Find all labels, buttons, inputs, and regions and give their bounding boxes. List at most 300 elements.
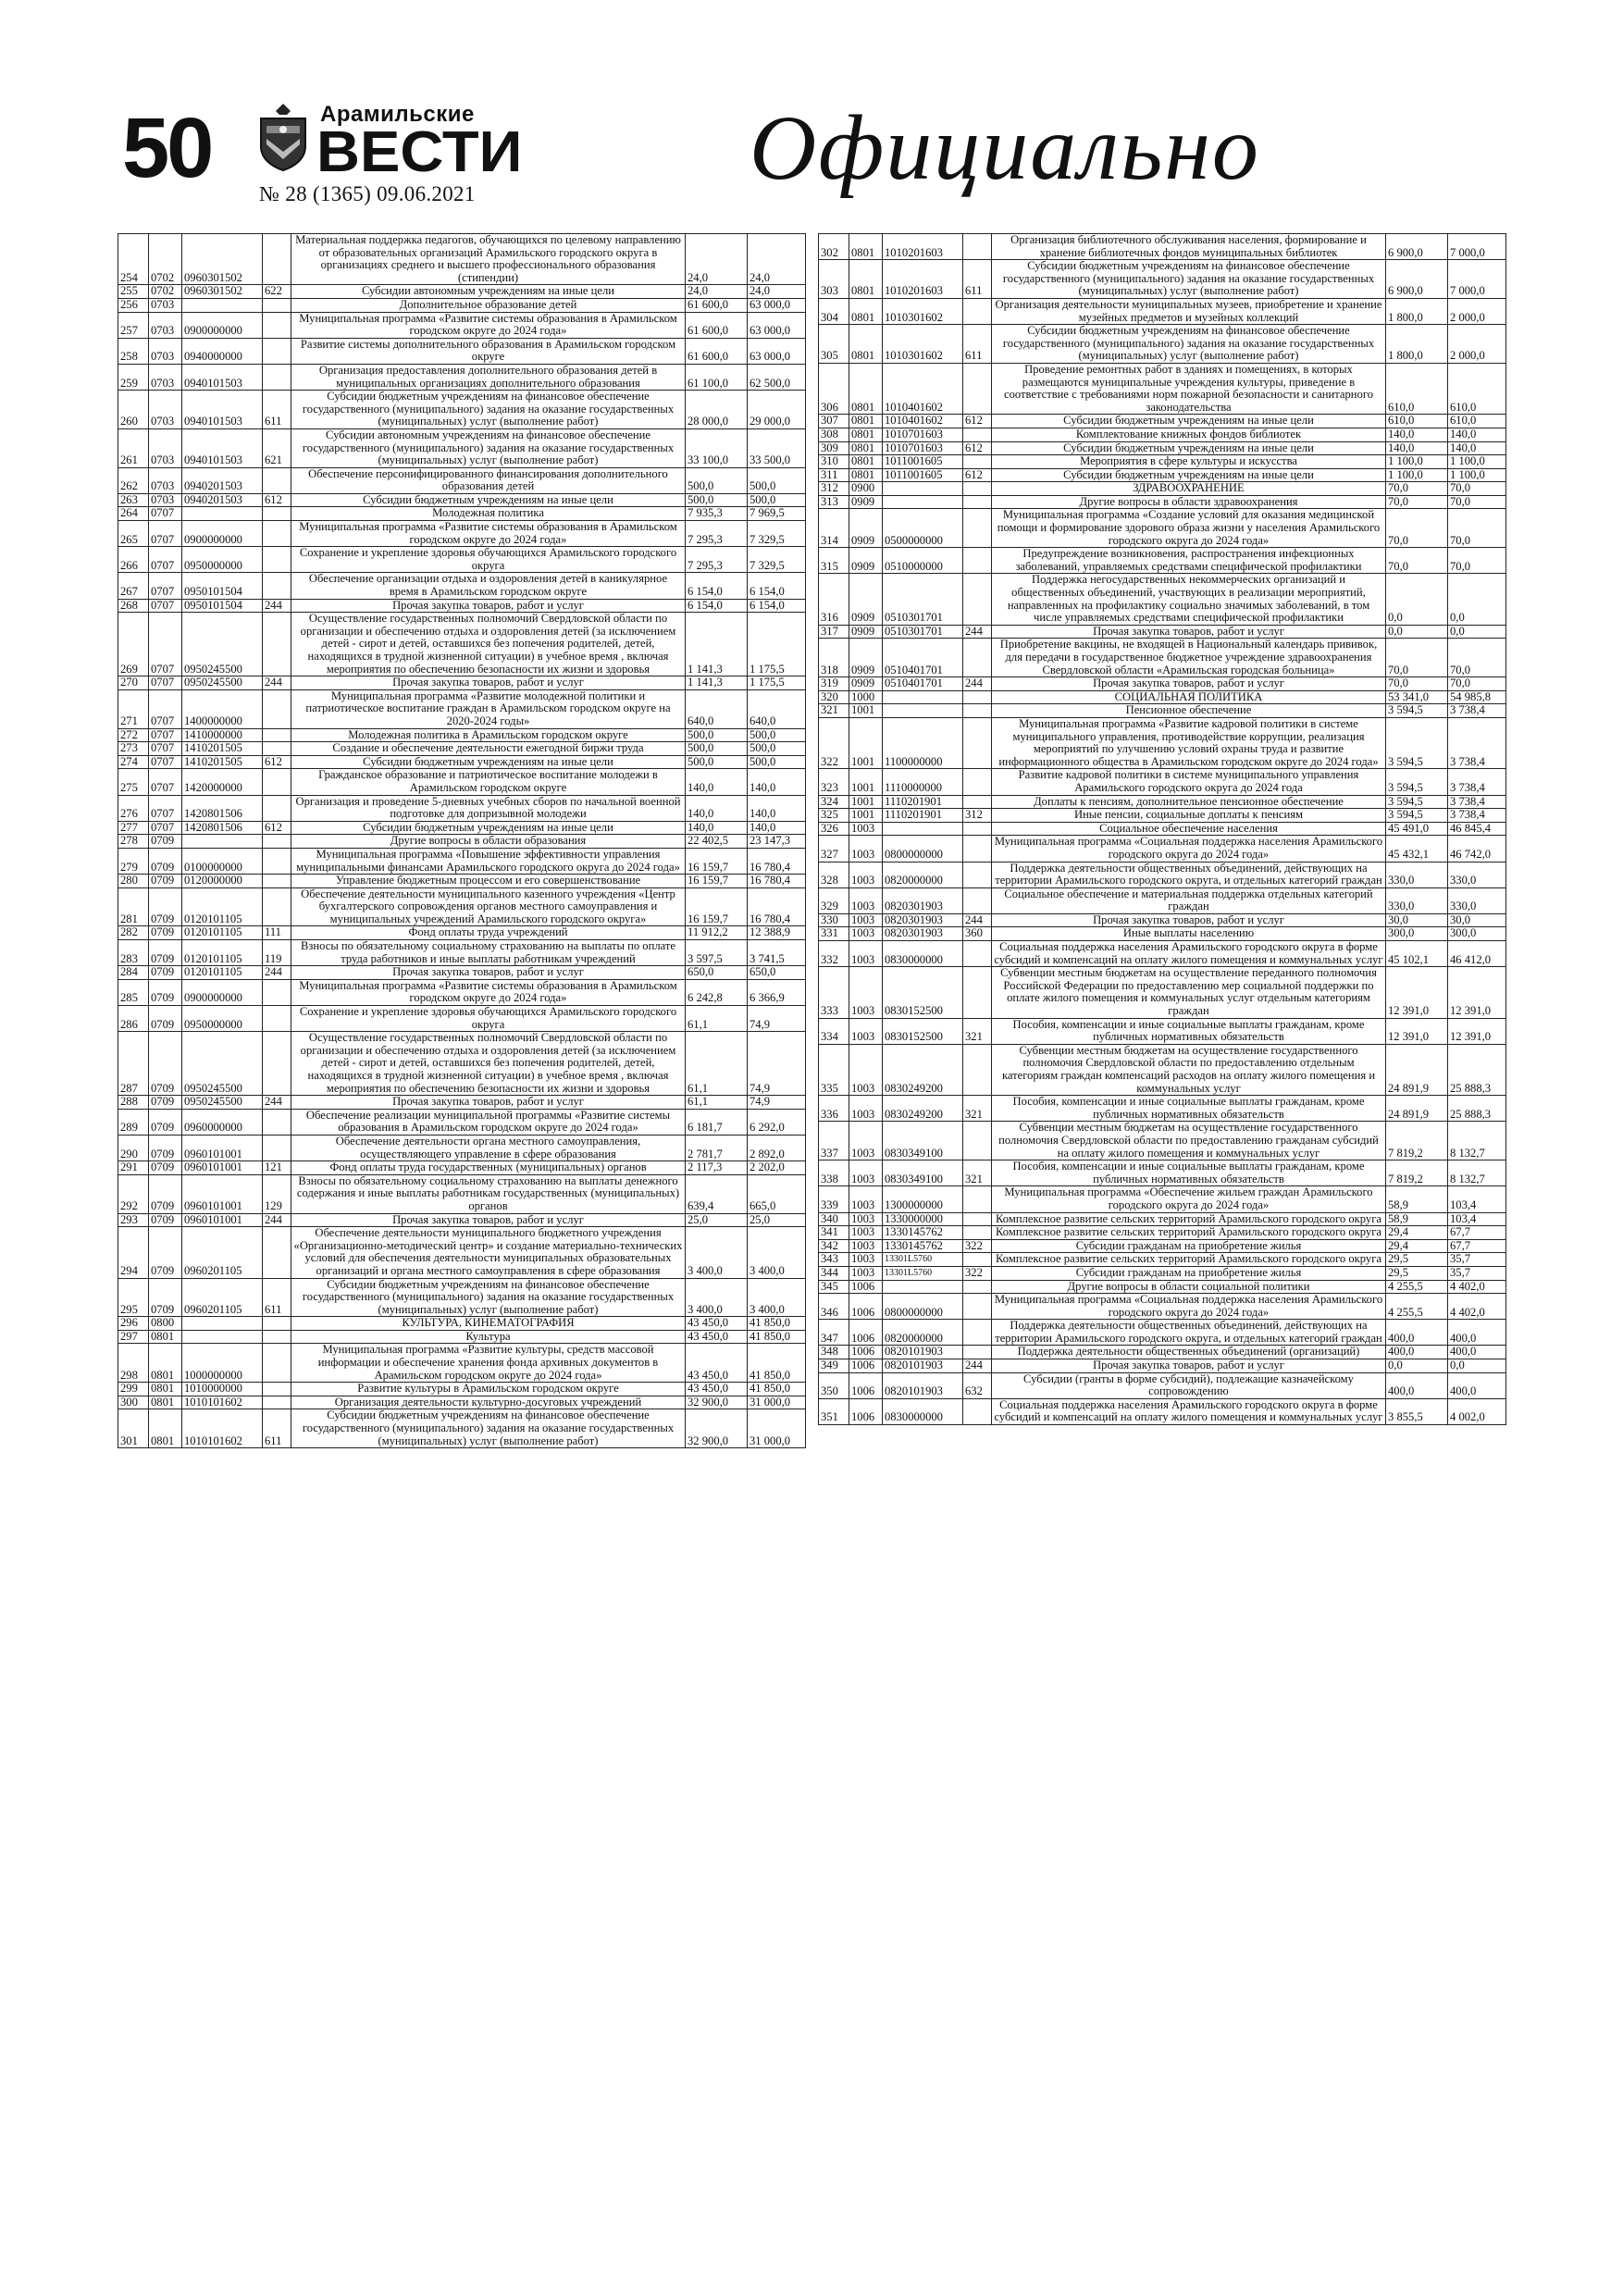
table-row [118, 795, 806, 821]
expense-type-code [263, 507, 291, 521]
target-code: 1010401602 [883, 363, 963, 414]
item-name: Субвенции местным бюджетам на осуществление переданного полномочия Российской Федерации по предоставлению мер социальной поддержки по оплате жилого помещения и коммунальных услуг отдельным категориям граждан [992, 967, 1386, 1018]
table-row [819, 941, 1506, 967]
amount-2022: 140,0 [686, 769, 748, 795]
table-row [118, 364, 806, 390]
expense-type-code: 244 [963, 677, 992, 691]
expense-type-code [263, 689, 291, 728]
item-name: Муниципальная программа «Развитие системы образования в Арамильском городском округе до 2024 года» [291, 979, 686, 1005]
row-number: 343 [819, 1253, 849, 1267]
target-code: 0950000000 [182, 1006, 263, 1032]
item-name: Поддержка негосударственных некоммерческих организаций и общественных объединений, участвующих в реализации мероприятий, направленных на профилактику социально значимых заболеваний, в том числе управляемых средствами специфической профилактики [992, 574, 1386, 625]
target-code: 0820101903 [883, 1346, 963, 1359]
item-name: Комплексное развитие сельских территорий Арамильского городского округа [992, 1253, 1386, 1267]
table-row [118, 940, 806, 966]
row-number: 324 [819, 795, 849, 809]
amount-2022: 7 295,3 [686, 521, 748, 547]
section-code: 1003 [849, 1266, 883, 1280]
target-code: 1100000000 [883, 717, 963, 768]
item-name: Прочая закупка товаров, работ и услуг [291, 966, 686, 980]
row-number: 318 [819, 639, 849, 677]
item-name: Взносы по обязательному социальному страхованию на выплаты денежного содержания и иные выплаты работникам государственных (муниципальных) органов [291, 1174, 686, 1213]
expense-type-code: 312 [963, 809, 992, 823]
amount-2023: 25 888,3 [1448, 1044, 1506, 1095]
item-name: Управление бюджетным процессом и его совершенствование [291, 875, 686, 888]
target-code: 0940101503 [182, 364, 263, 390]
item-name: Субсидии бюджетным учреждениям на иные цели [291, 493, 686, 507]
amount-2023: 1 175,5 [748, 613, 806, 676]
target-code: 0950245500 [182, 1096, 263, 1110]
amount-2023: 2 892,0 [748, 1135, 806, 1160]
expense-type-code [263, 848, 291, 874]
table-row [819, 1226, 1506, 1240]
row-number: 263 [118, 493, 149, 507]
row-number: 292 [118, 1174, 149, 1213]
brand-name-small: Арамильские [320, 102, 475, 127]
amount-2023: 70,0 [1448, 639, 1506, 677]
item-name: Другие вопросы в области образования [291, 835, 686, 849]
target-code: 1330145762 [883, 1226, 963, 1240]
table-row [118, 1344, 806, 1383]
row-number: 323 [819, 769, 849, 795]
table-row [118, 507, 806, 521]
expense-type-code: 129 [263, 1174, 291, 1213]
expense-type-code [963, 298, 992, 324]
table-row [819, 1280, 1506, 1294]
amount-2022: 3 594,5 [1386, 704, 1448, 718]
table-row [819, 1186, 1506, 1212]
target-code: 1110201901 [883, 795, 963, 809]
section-code: 0709 [149, 1096, 182, 1110]
section-code: 0909 [849, 625, 883, 639]
target-code: 0800000000 [883, 836, 963, 862]
table-row [819, 260, 1506, 299]
amount-2022: 500,0 [686, 493, 748, 507]
row-number: 257 [118, 312, 149, 338]
amount-2023: 500,0 [748, 728, 806, 742]
item-name: Муниципальная программа «Создание условий для оказания медицинской помощи и формирование здорового образа жизни у населения Арамильского городского округа до 2024 года» [992, 509, 1386, 548]
section-code: 0709 [149, 979, 182, 1005]
item-name: Развитие кадровой политики в системе муниципального управления Арамильского городского округа до 2024 года [992, 769, 1386, 795]
amount-2023: 8 132,7 [1448, 1122, 1506, 1160]
amount-2022: 24 891,9 [1386, 1096, 1448, 1122]
amount-2023: 7 329,5 [748, 521, 806, 547]
target-code [182, 835, 263, 849]
expense-type-code: 622 [263, 285, 291, 299]
table-row [118, 1006, 806, 1032]
row-number: 348 [819, 1346, 849, 1359]
amount-2022: 12 391,0 [1386, 1018, 1448, 1044]
section-code: 1006 [849, 1398, 883, 1424]
row-number: 304 [819, 298, 849, 324]
amount-2023: 0,0 [1448, 1359, 1506, 1373]
item-name: Прочая закупка товаров, работ и услуг [291, 1213, 686, 1227]
table-row [819, 887, 1506, 913]
expense-type-code [963, 234, 992, 260]
row-number: 259 [118, 364, 149, 390]
row-number: 305 [819, 325, 849, 364]
row-number: 268 [118, 599, 149, 613]
amount-2022: 45 432,1 [1386, 836, 1448, 862]
amount-2023: 610,0 [1448, 415, 1506, 428]
row-number: 346 [819, 1294, 849, 1320]
section-code: 1003 [849, 913, 883, 927]
row-number: 339 [819, 1186, 849, 1212]
expense-type-code [263, 742, 291, 756]
amount-2022: 6 900,0 [1386, 260, 1448, 299]
row-number: 321 [819, 704, 849, 718]
item-name: Комплексное развитие сельских территорий Арамильского городского округа [992, 1226, 1386, 1240]
amount-2022: 70,0 [1386, 509, 1448, 548]
expense-type-code [263, 1006, 291, 1032]
amount-2023: 3 738,4 [1448, 704, 1506, 718]
table-row [819, 298, 1506, 324]
target-code: 0830249200 [883, 1044, 963, 1095]
target-code: 0830349100 [883, 1122, 963, 1160]
budget-table-left [118, 233, 806, 1448]
row-number: 270 [118, 676, 149, 690]
amount-2023: 140,0 [748, 821, 806, 835]
table-row [819, 441, 1506, 455]
table-row [118, 769, 806, 795]
expense-type-code: 612 [263, 821, 291, 835]
row-number: 256 [118, 298, 149, 312]
amount-2022: 639,4 [686, 1174, 748, 1213]
item-name: Прочая закупка товаров, работ и услуг [291, 1096, 686, 1110]
row-number: 312 [819, 482, 849, 496]
amount-2022: 43 450,0 [686, 1383, 748, 1396]
target-code: 0820301903 [883, 913, 963, 927]
expense-type-code [263, 1383, 291, 1396]
amount-2022: 53 341,0 [1386, 690, 1448, 704]
section-code: 0709 [149, 835, 182, 849]
item-name: Муниципальная программа «Развитие культуры, средств массовой информации и обеспечение хранения фонда архивных документов в Арамильском городском округе до 2024 года» [291, 1344, 686, 1383]
target-code: 1410201505 [182, 755, 263, 769]
item-name: Развитие культуры в Арамильском городском округе [291, 1383, 686, 1396]
expense-type-code [963, 363, 992, 414]
item-name: Муниципальная программа «Повышение эффективности управления муниципальными финансами Арамильского городского округа до 2024 года» [291, 848, 686, 874]
row-number: 308 [819, 428, 849, 441]
row-number: 342 [819, 1239, 849, 1253]
table-row [118, 1409, 806, 1448]
table-row [118, 1383, 806, 1396]
section-code: 0709 [149, 1135, 182, 1160]
amount-2023: 500,0 [748, 467, 806, 493]
section-code: 1003 [849, 1122, 883, 1160]
table-row [118, 1174, 806, 1213]
amount-2022: 25,0 [686, 1213, 748, 1227]
item-name: Организация деятельности муниципальных музеев, приобретение и хранение музейных предметов и музейных коллекций [992, 298, 1386, 324]
amount-2022: 3 594,5 [1386, 769, 1448, 795]
item-name: Сохранение и укрепление здоровья обучающихся Арамильского городского округа [291, 547, 686, 573]
section-code: 0801 [849, 325, 883, 364]
row-number: 317 [819, 625, 849, 639]
target-code: 0960201105 [182, 1278, 263, 1317]
amount-2022: 70,0 [1386, 495, 1448, 509]
table-row [819, 717, 1506, 768]
section-code: 0709 [149, 966, 182, 980]
row-number: 284 [118, 966, 149, 980]
amount-2022: 3 594,5 [1386, 717, 1448, 768]
section-code: 0709 [149, 848, 182, 874]
row-number: 336 [819, 1096, 849, 1122]
expense-type-code [963, 795, 992, 809]
item-name: Организация предоставления дополнительного образования детей в муниципальных организациях дополнительного образования [291, 364, 686, 390]
row-number: 320 [819, 690, 849, 704]
table-row [118, 689, 806, 728]
amount-2022: 29,5 [1386, 1266, 1448, 1280]
item-name: Прочая закупка товаров, работ и услуг [992, 913, 1386, 927]
table-row [118, 1096, 806, 1110]
row-number: 289 [118, 1109, 149, 1135]
amount-2023: 3 741,5 [748, 940, 806, 966]
table-row [118, 298, 806, 312]
amount-2022: 3 597,5 [686, 940, 748, 966]
section-code: 0707 [149, 507, 182, 521]
amount-2023: 16 780,4 [748, 875, 806, 888]
table-row [118, 391, 806, 429]
expense-type-code [963, 967, 992, 1018]
row-number: 296 [118, 1317, 149, 1331]
table-row [118, 848, 806, 874]
amount-2022: 6 154,0 [686, 599, 748, 613]
item-name: СОЦИАЛЬНАЯ ПОЛИТИКА [992, 690, 1386, 704]
item-name: Субсидии (гранты в форме субсидий), подлежащие казначейскому сопровождению [992, 1372, 1386, 1398]
section-code: 1006 [849, 1320, 883, 1346]
row-number: 258 [118, 338, 149, 364]
target-code: 0120101105 [182, 940, 263, 966]
table-row [118, 755, 806, 769]
item-name: Прочая закупка товаров, работ и услуг [992, 677, 1386, 691]
item-name: Субсидии бюджетным учреждениям на финансовое обеспечение государственного (муниципального) задания на оказание государственных (муниципальных) услуг (выполнение работ) [291, 391, 686, 429]
amount-2022: 61,1 [686, 1032, 748, 1096]
section-code: 0702 [149, 285, 182, 299]
item-name: Материальная поддержка педагогов, обучающихся по целевому направлению от образовательных организаций Арамильского городского округа в организациях среднего и высшего профессионального образования (стипендии) [291, 234, 686, 285]
row-number: 277 [118, 821, 149, 835]
amount-2022: 70,0 [1386, 639, 1448, 677]
section-code: 0900 [849, 482, 883, 496]
section-code: 0801 [149, 1330, 182, 1344]
row-number: 315 [819, 548, 849, 574]
item-name: Субсидии бюджетным учреждениям на иные цели [992, 468, 1386, 482]
amount-2023: 16 780,4 [748, 848, 806, 874]
amount-2022: 58,9 [1386, 1212, 1448, 1226]
section-title: Официально [750, 96, 1260, 199]
table-row [118, 1109, 806, 1135]
amount-2022: 4 255,5 [1386, 1294, 1448, 1320]
amount-2023: 41 850,0 [748, 1330, 806, 1344]
section-code: 1003 [849, 887, 883, 913]
section-code: 0709 [149, 1227, 182, 1278]
expense-type-code [263, 234, 291, 285]
section-code: 0801 [849, 260, 883, 299]
target-code: 1010201603 [883, 260, 963, 299]
amount-2022: 400,0 [1386, 1372, 1448, 1398]
section-code: 0909 [849, 639, 883, 677]
brand-name: ВЕСТИ [316, 120, 523, 184]
row-number: 344 [819, 1266, 849, 1280]
amount-2023: 1 100,0 [1448, 468, 1506, 482]
expense-type-code [263, 795, 291, 821]
item-name: Другие вопросы в области здравоохранения [992, 495, 1386, 509]
target-code: 0900000000 [182, 979, 263, 1005]
row-number: 345 [819, 1280, 849, 1294]
target-code: 1010000000 [182, 1383, 263, 1396]
amount-2023: 103,4 [1448, 1186, 1506, 1212]
amount-2023: 24,0 [748, 234, 806, 285]
row-number: 255 [118, 285, 149, 299]
table-row [819, 836, 1506, 862]
expense-type-code [263, 338, 291, 364]
section-code: 0909 [849, 677, 883, 691]
expense-type-code [963, 690, 992, 704]
table-row [118, 312, 806, 338]
item-name: Муниципальная программа «Социальная поддержка населения Арамильского городского округа до 2024 года» [992, 836, 1386, 862]
table-row [118, 742, 806, 756]
amount-2022: 29,5 [1386, 1253, 1448, 1267]
amount-2022: 43 450,0 [686, 1317, 748, 1331]
section-code: 1000 [849, 690, 883, 704]
expense-type-code: 121 [263, 1161, 291, 1175]
expense-type-code: 632 [963, 1372, 992, 1398]
section-code: 0709 [149, 1278, 182, 1317]
table-row [118, 1135, 806, 1160]
item-name: Субвенции местным бюджетам на осуществление государственного полномочия Свердловской области по предоставлению отдельным категориям граждан компенсаций расходов на оплату жилого помещения и коммунальных услуг [992, 1044, 1386, 1095]
section-code: 0801 [149, 1383, 182, 1396]
row-number: 288 [118, 1096, 149, 1110]
table-row [819, 234, 1506, 260]
expense-type-code [963, 717, 992, 768]
expense-type-code [263, 1330, 291, 1344]
amount-2023: 400,0 [1448, 1320, 1506, 1346]
section-code: 0703 [149, 298, 182, 312]
row-number: 325 [819, 809, 849, 823]
expense-type-code: 244 [963, 913, 992, 927]
section-code: 0709 [149, 926, 182, 940]
item-name: Организация библиотечного обслуживания населения, формирование и хранение библиотечных фондов муниципальных библиотек [992, 234, 1386, 260]
expense-type-code [263, 298, 291, 312]
section-code: 0707 [149, 573, 182, 599]
expense-type-code [963, 822, 992, 836]
target-code: 0510301701 [883, 574, 963, 625]
amount-2023: 4 002,0 [1448, 1398, 1506, 1424]
amount-2023: 6 366,9 [748, 979, 806, 1005]
item-name: Субсидии автономным учреждениям на иные цели [291, 285, 686, 299]
expense-type-code [963, 941, 992, 967]
amount-2023: 63 000,0 [748, 338, 806, 364]
row-number: 294 [118, 1227, 149, 1278]
amount-2022: 61,1 [686, 1096, 748, 1110]
section-code: 1003 [849, 822, 883, 836]
amount-2022: 16 159,7 [686, 887, 748, 926]
row-number: 327 [819, 836, 849, 862]
target-code [883, 822, 963, 836]
row-number: 264 [118, 507, 149, 521]
item-name: Пособия, компенсации и иные социальные выплаты гражданам, кроме публичных нормативных обязательств [992, 1018, 1386, 1044]
target-code: 0830152500 [883, 1018, 963, 1044]
expense-type-code: 612 [263, 493, 291, 507]
expense-type-code [963, 1186, 992, 1212]
amount-2023: 70,0 [1448, 509, 1506, 548]
table-row [118, 428, 806, 467]
amount-2022: 29,4 [1386, 1239, 1448, 1253]
section-code: 0703 [149, 391, 182, 429]
row-number: 262 [118, 467, 149, 493]
expense-type-code [963, 1226, 992, 1240]
item-name: Организация деятельности культурно-досуговых учреждений [291, 1396, 686, 1409]
target-code: 1011001605 [883, 455, 963, 469]
table-row [819, 677, 1506, 691]
amount-2022: 43 450,0 [686, 1330, 748, 1344]
expense-type-code [263, 1344, 291, 1383]
target-code: 1010701603 [883, 428, 963, 441]
section-code: 1006 [849, 1372, 883, 1398]
section-code: 1003 [849, 862, 883, 887]
section-code: 0707 [149, 769, 182, 795]
row-number: 293 [118, 1213, 149, 1227]
amount-2022: 70,0 [1386, 677, 1448, 691]
expense-type-code [963, 1346, 992, 1359]
row-number: 340 [819, 1212, 849, 1226]
section-code: 0707 [149, 728, 182, 742]
section-code: 0707 [149, 755, 182, 769]
amount-2023: 23 147,3 [748, 835, 806, 849]
amount-2022: 6 900,0 [1386, 234, 1448, 260]
target-code: 1010101602 [182, 1409, 263, 1448]
table-row [118, 338, 806, 364]
item-name: Прочая закупка товаров, работ и услуг [992, 625, 1386, 639]
table-row [118, 573, 806, 599]
amount-2022: 45 491,0 [1386, 822, 1448, 836]
amount-2023: 74,9 [748, 1006, 806, 1032]
section-code: 1003 [849, 927, 883, 941]
expense-type-code: 111 [263, 926, 291, 940]
row-number: 283 [118, 940, 149, 966]
section-code: 0709 [149, 887, 182, 926]
amount-2023: 62 500,0 [748, 364, 806, 390]
amount-2023: 2 202,0 [748, 1161, 806, 1175]
item-name: Обеспечение деятельности муниципального казенного учреждения «Центр бухгалтерского сопровождения органов местного самоуправления и муниципальных учреждений Арамильского городского округа» [291, 887, 686, 926]
item-name: Субсидии бюджетным учреждениям на финансовое обеспечение государственного (муниципального) задания на оказание государственных (муниципальных) услуг (выполнение работ) [291, 1409, 686, 1448]
section-code: 1003 [849, 1226, 883, 1240]
table-row [118, 979, 806, 1005]
table-row [118, 821, 806, 835]
table-row [819, 1266, 1506, 1280]
target-code: 0940101503 [182, 391, 263, 429]
target-code: 0100000000 [182, 848, 263, 874]
expense-type-code: 621 [263, 428, 291, 467]
table-row [819, 769, 1506, 795]
table-row [118, 1161, 806, 1175]
expense-type-code [263, 521, 291, 547]
amount-2023: 41 850,0 [748, 1317, 806, 1331]
expense-type-code: 244 [963, 1359, 992, 1373]
item-name: Осуществление государственных полномочий Свердловской области по организации и обеспечению отдыха и оздоровления детей (за исключением детей - сирот и детей, оставшихся без попечения родителей, детей, находящихся в трудной жизненной ситуации) в учебное время , включая мероприятия по обеспечению безопасности их жизни и здоровья [291, 1032, 686, 1096]
item-name: Предупреждение возникновения, распространения инфекционных заболеваний, управляемых средствами специфической профилактики [992, 548, 1386, 574]
target-code: 0900000000 [182, 521, 263, 547]
section-code: 1003 [849, 1160, 883, 1186]
row-number: 332 [819, 941, 849, 967]
section-code: 0801 [849, 234, 883, 260]
item-name: Молодежная политика [291, 507, 686, 521]
row-number: 347 [819, 1320, 849, 1346]
amount-2023: 330,0 [1448, 887, 1506, 913]
table-row [118, 835, 806, 849]
amount-2022: 16 159,7 [686, 875, 748, 888]
expense-type-code [263, 835, 291, 849]
row-number: 349 [819, 1359, 849, 1373]
expense-type-code: 611 [263, 391, 291, 429]
